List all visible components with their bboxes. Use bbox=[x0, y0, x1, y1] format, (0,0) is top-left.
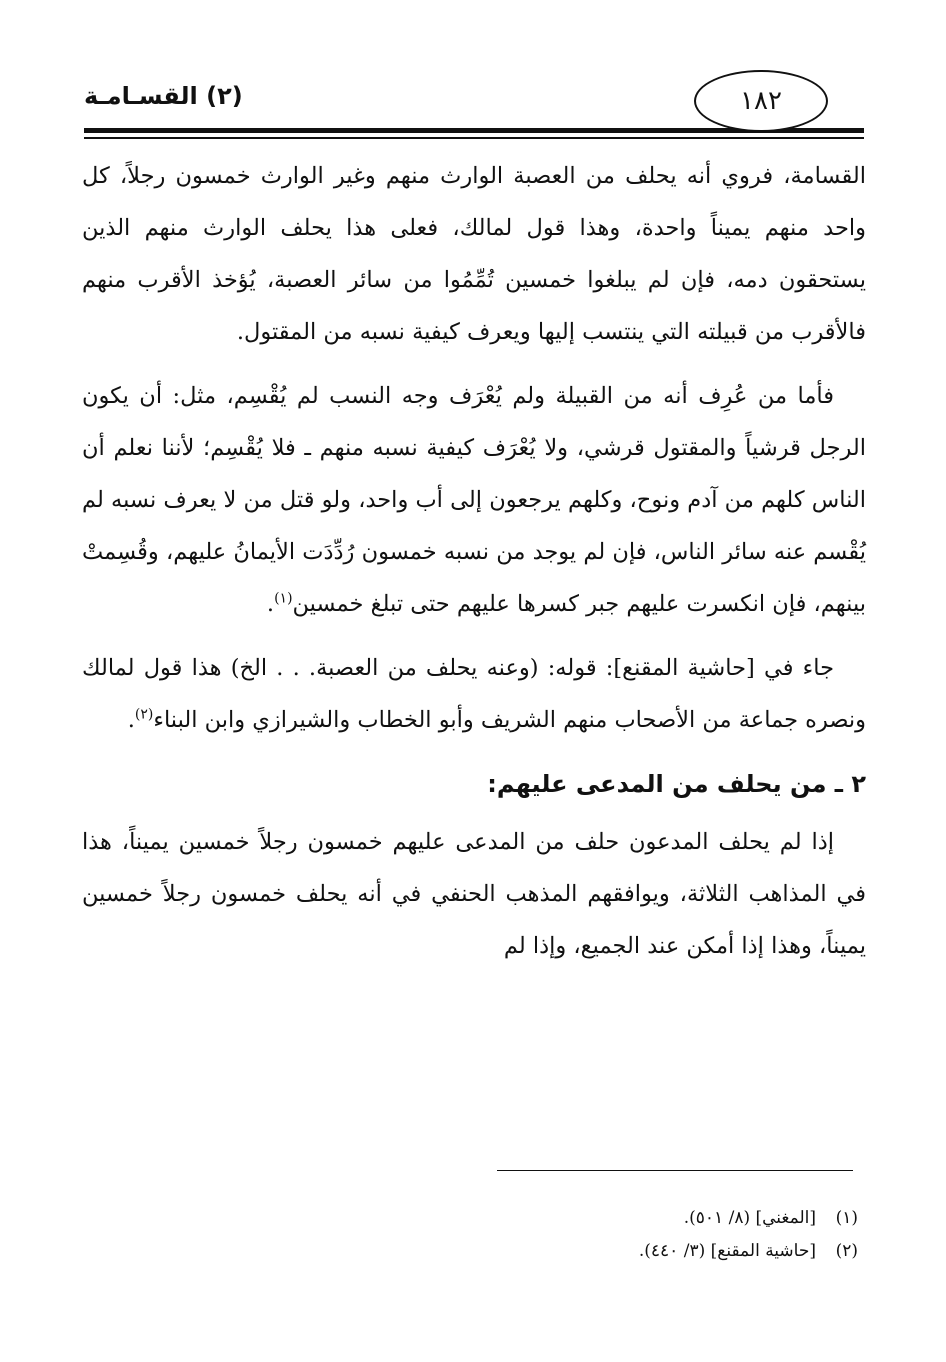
footnote-ref-1[interactable]: (١) bbox=[274, 590, 293, 607]
header-rule-thin bbox=[84, 137, 864, 139]
paragraph-3-text: جاء في [حاشية المقنع]: قوله: (وعنه يحلف من العصبة. . . الخ) هذا قول لمالك ونصره جماعة من الأصحاب منهم الشريف وأبو الخطاب والشيرازي وابن البناء bbox=[82, 655, 866, 733]
paragraph-4: إذا لم يحلف المدعون حلف من المدعى عليهم خمسون رجلاً خمسين يميناً، هذا في المذاهب الثلاثة، ويوافقهم المذهب الحنفي في أنه يحلف خمسون رجلاً خمسين يميناً، وهذا إذا أمكن عند الجميع، وإذا لم bbox=[82, 829, 866, 959]
page-number: ١٨٢ bbox=[740, 86, 782, 116]
footnote-separator bbox=[497, 1170, 853, 1171]
footnote-number: (١) bbox=[835, 1208, 858, 1228]
paragraph-2-text: فأما من عُرِف أنه من القبيلة ولم يُعْرَف وجه النسب لم يُقْسِم، مثل: أن يكون الرجل قرشياً والمقتول قرشي، ولا يُعْرَف كيفية نسبه منهم ـ فلا يُقْسِم؛ لأننا نعلم أن الناس كلهم من آدم ونوح، وكلهم يرجعون إلى أب واحد، ولو قتل من لا يعرف نسبه لم يُقْسم عنه سائر الناس، فإن لم يوجد من نسبه خمسون رُدِّدَت الأيمانُ عليهم، وقُسِمتْ بينهم، فإن انكسرت عليهم جبر كسرها عليهم حتى تبلغ خمسين bbox=[82, 383, 866, 617]
paragraph-2 bbox=[82, 370, 866, 630]
footnote-number: (٢) bbox=[835, 1241, 858, 1261]
footnote-2 bbox=[400, 1235, 858, 1268]
main-text bbox=[82, 150, 866, 972]
paragraph-2-end: . bbox=[266, 591, 275, 617]
paragraph-3-end: . bbox=[127, 707, 135, 733]
running-title: (٢) القسـامـة bbox=[84, 82, 243, 110]
page-number-oval bbox=[694, 70, 828, 132]
footnotes bbox=[400, 1202, 858, 1268]
paragraph-3 bbox=[82, 642, 866, 746]
footnote-1 bbox=[400, 1202, 858, 1235]
footnote-text: [حاشية المقنع] (٣/ ٤٤٠). bbox=[638, 1241, 816, 1261]
section-heading: ٢ ـ من يحلف من المدعى عليهم: bbox=[487, 770, 866, 798]
paragraph-1: القسامة، فروي أنه يحلف من العصبة الوارث منهم وغير الوارث خمسون رجلاً، كل واحد منهم يميناً واحدة، وهذا قول لمالك، فعلى هذا يحلف الوارث منهم الذين يستحقون دمه، فإن لم يبلغوا خمسين تُمِّمُوا من سائر العصبة، يُؤخذ الأقرب منهم فالأقرب من قبيلته التي ينتسب إليها ويعرف كيفية نسبه من المقتول. bbox=[82, 163, 866, 345]
footnote-text: [المغني] (٨/ ٥٠١). bbox=[683, 1208, 816, 1228]
footnote-ref-2[interactable]: (٢) bbox=[134, 706, 154, 723]
page-header bbox=[84, 70, 864, 150]
